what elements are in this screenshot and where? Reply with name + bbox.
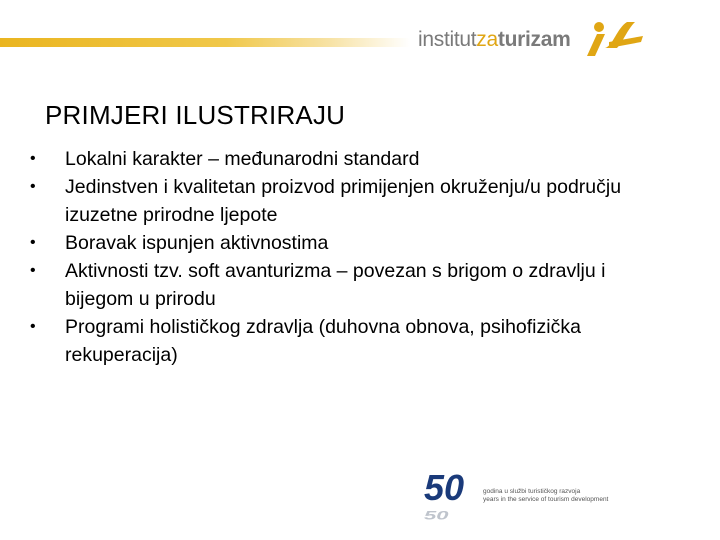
logo-mark-icon xyxy=(583,18,645,58)
bullet-dot-icon: • xyxy=(30,262,36,279)
bullet-item xyxy=(28,173,668,229)
institut-za-turizam-logo xyxy=(418,18,718,58)
logo-text-za: za xyxy=(476,28,498,51)
bullet-text: Lokalni karakter – međunarodni standard xyxy=(65,148,420,170)
badge-caption-line1: godina u službi turističkog razvoja xyxy=(483,488,581,495)
bullet-item xyxy=(28,229,668,257)
bullet-item xyxy=(28,313,668,369)
slide-title: PRIMJERI ILUSTRIRAJU xyxy=(45,100,346,130)
bullet-dot-icon: • xyxy=(30,234,36,251)
bullet-list xyxy=(28,145,668,369)
bullet-dot-icon: • xyxy=(30,178,36,195)
logo-wordmark xyxy=(418,28,570,52)
anniversary-50-logo xyxy=(420,462,484,524)
badge-caption xyxy=(483,488,608,504)
bullet-text: Aktivnosti tzv. soft avanturizma – povezan s brigom o zdravlju i bijegom u prirodu xyxy=(65,260,606,310)
bullet-item xyxy=(28,145,668,173)
bullet-text: Boravak ispunjen aktivnostima xyxy=(65,232,329,254)
badge-number: 50 xyxy=(424,467,465,508)
badge-caption-line2: years in the service of tourism development xyxy=(483,496,609,503)
bullet-dot-icon: • xyxy=(30,318,36,335)
anniversary-badge xyxy=(420,462,650,524)
header-accent-bar xyxy=(0,38,410,47)
bullet-item xyxy=(28,257,668,313)
badge-number-reflection: 50 xyxy=(424,508,449,523)
bullet-text: Programi holističkog zdravlja (duhovna obnova, psihofizička rekuperacija) xyxy=(65,316,581,366)
logo-text-institut: institut xyxy=(418,28,477,51)
bullet-dot-icon: • xyxy=(30,150,36,167)
bullet-text: Jedinstven i kvalitetan proizvod primijenjen okruženju/u području izuzetne prirodne ljepote xyxy=(65,176,622,226)
logo-text-turizam: turizam xyxy=(497,28,571,51)
